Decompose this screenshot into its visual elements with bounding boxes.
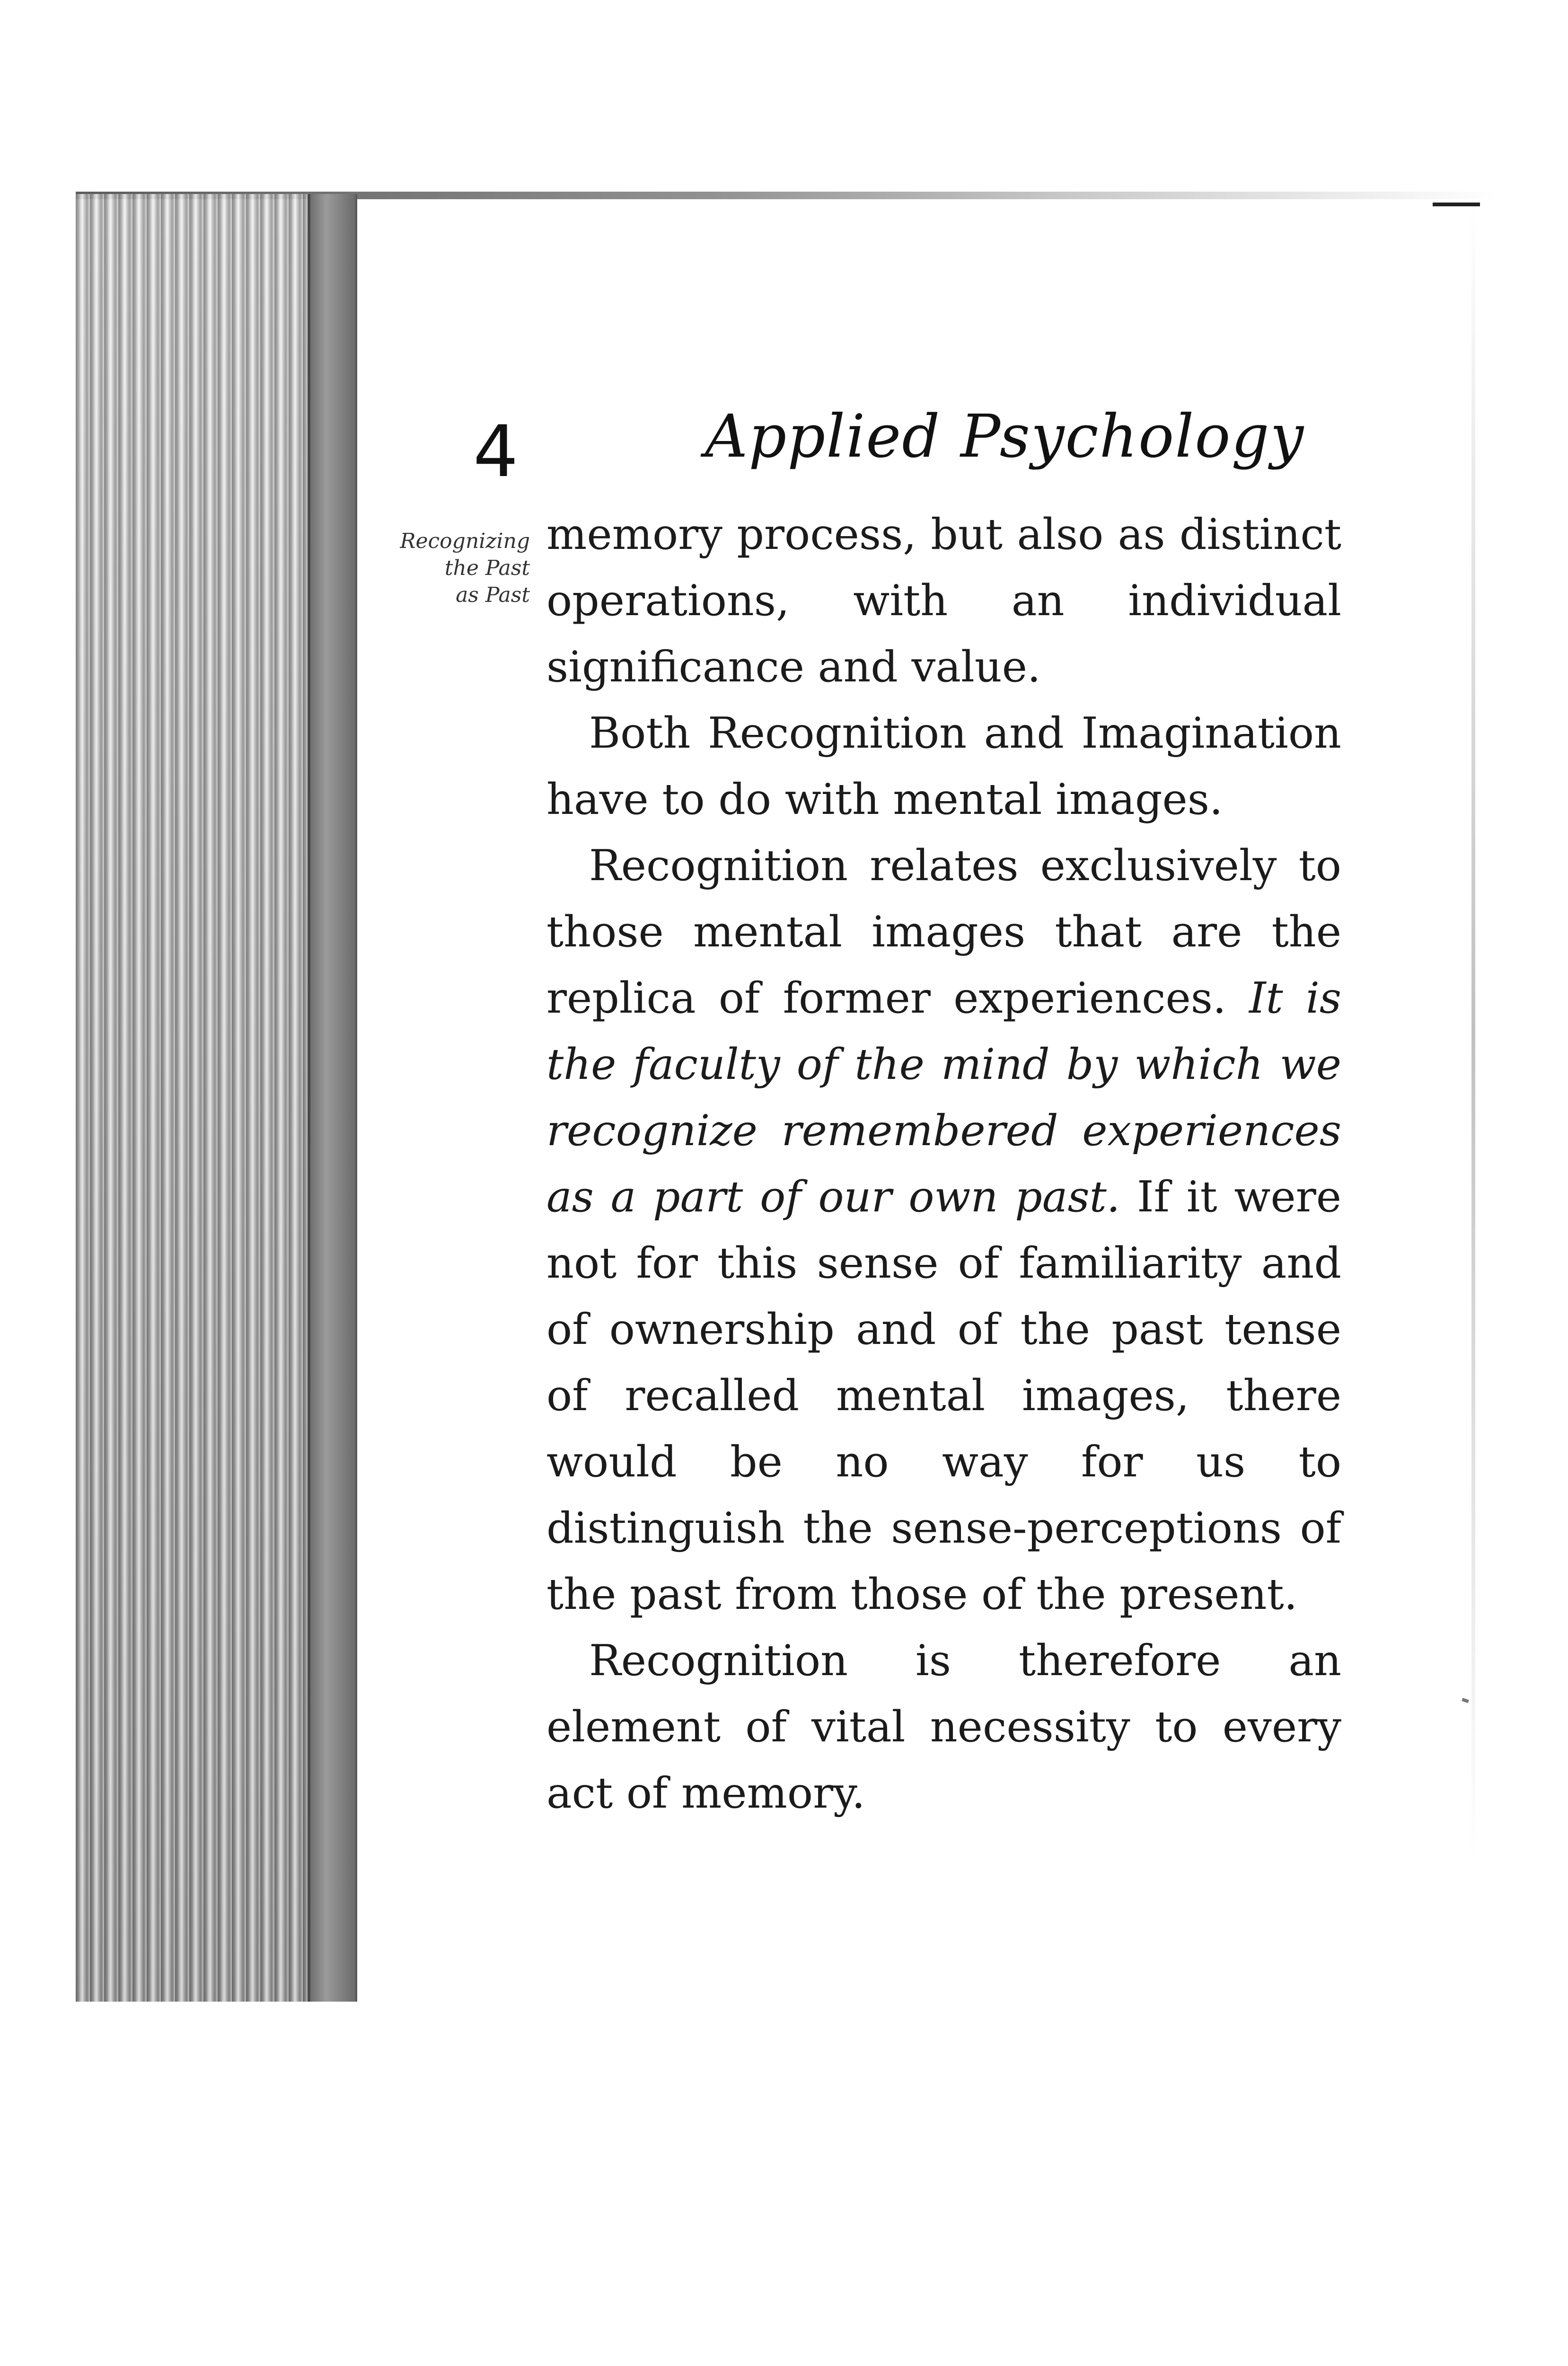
paragraph-3-prefix: Recognition relates exclusively to those mental images that are the replica of former experiences. (546, 841, 1341, 1023)
book-page-edges (76, 194, 322, 2002)
body-text (546, 502, 1341, 1827)
scan-speck (1462, 1698, 1469, 1703)
binding-gutter (308, 194, 357, 2002)
marginal-note-line-1: Recognizing (400, 529, 530, 553)
paragraph-3-suffix: If it were not for this sense of familiarity and of ownership and of the past tense of recalled mental images, there would be no way for us to distinguish the sense-perceptions of the past from those of the present. (546, 1172, 1341, 1619)
running-head: Applied Psychology (705, 402, 1305, 471)
marginal-note (350, 528, 530, 609)
page-number: 4 (473, 411, 519, 493)
paragraph-3 (546, 833, 1341, 1628)
marginal-note-line-3: as Past (456, 583, 530, 608)
paragraph-4: Recognition is therefore an element of vital necessity to every act of memory. (546, 1636, 1341, 1818)
paragraph-3-italic: It is the faculty of the mind by which we recognize remembered experiences as a part of our own past. (546, 973, 1341, 1222)
right-page-edge (1471, 203, 1475, 1860)
paragraph-2: Both Recognition and Imagination have to do with mental images. (546, 708, 1341, 824)
paragraph-1: memory process, but also as distinct operations, with an individual significance and value. (546, 510, 1341, 692)
marginal-note-line-2: the Past (444, 556, 530, 581)
